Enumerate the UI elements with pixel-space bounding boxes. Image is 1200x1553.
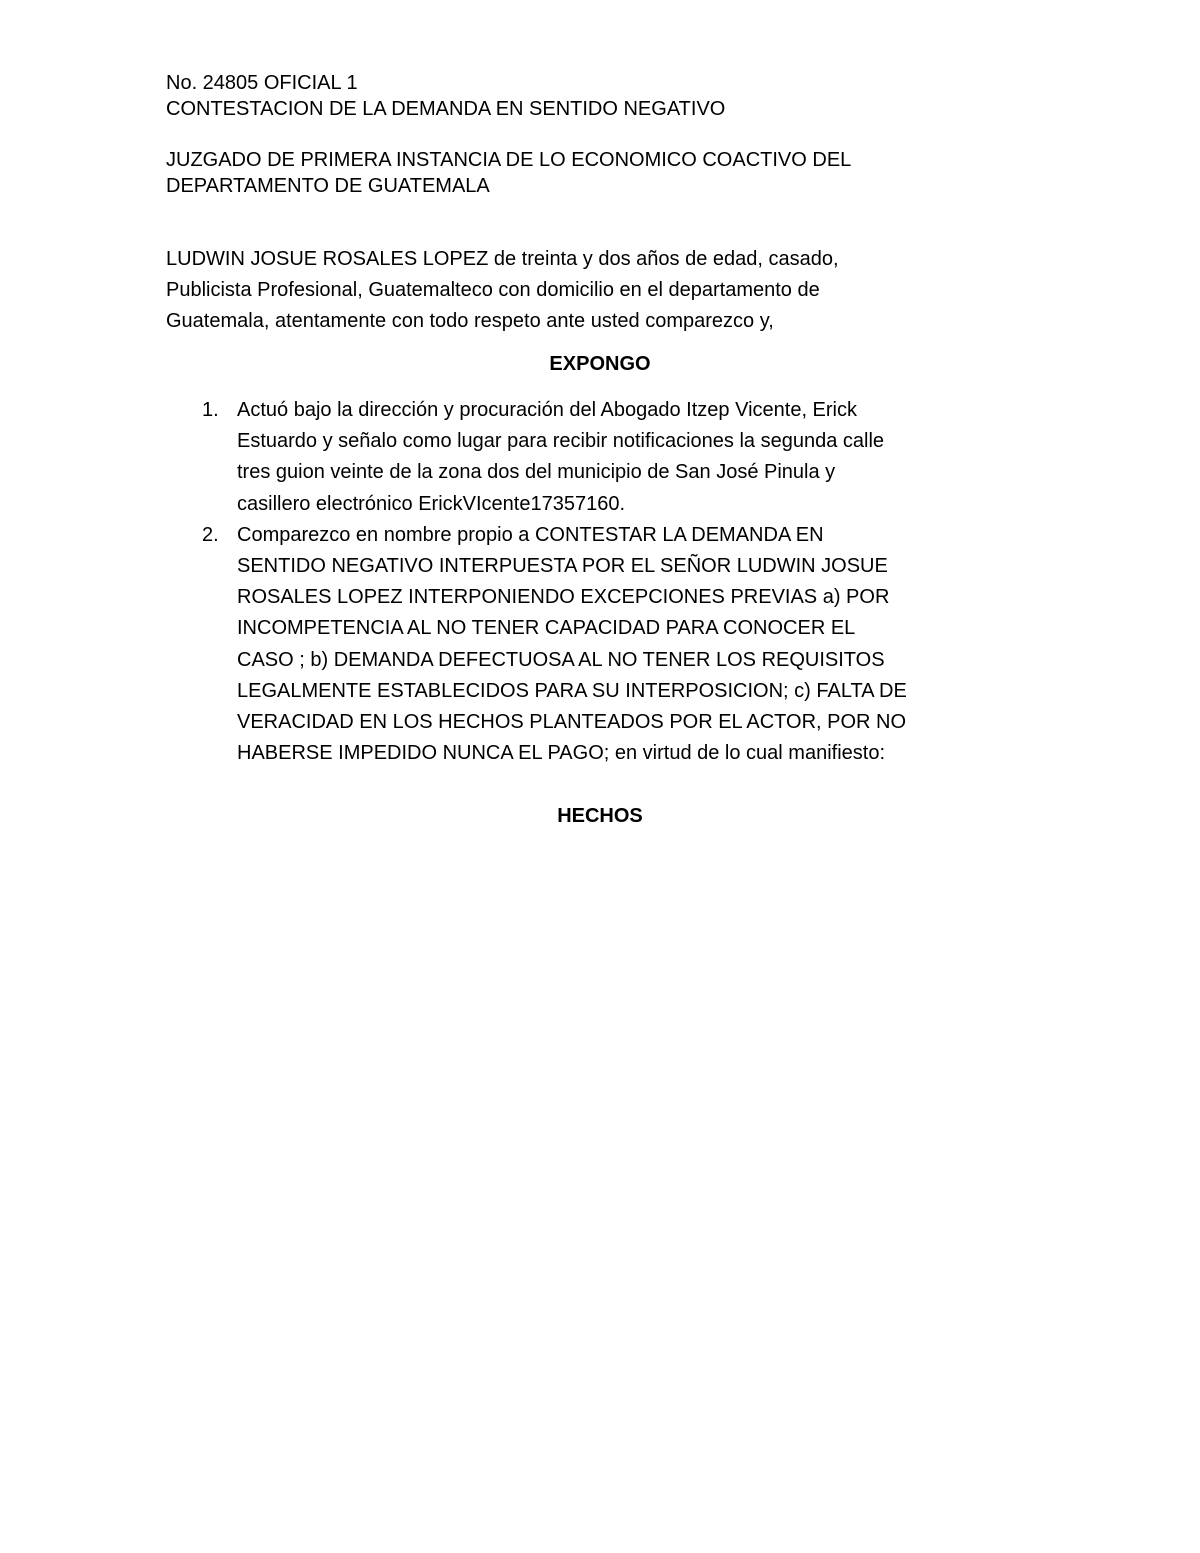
court-line: DEPARTAMENTO DE GUATEMALA bbox=[166, 175, 490, 197]
expongo-list bbox=[166, 395, 1036, 769]
court-addressee bbox=[166, 147, 1036, 199]
list-item-line: SENTIDO NEGATIVO INTERPUESTA POR EL SEÑOR LUDWIN JOSUE bbox=[237, 555, 888, 578]
document-body bbox=[166, 70, 1036, 829]
document-number: No. 24805 OFICIAL 1 bbox=[166, 72, 358, 94]
list-item-line: HABERSE IMPEDIDO NUNCA EL PAGO; en virtud de lo cual manifiesto: bbox=[237, 742, 886, 765]
section-heading-hechos: HECHOS bbox=[557, 805, 643, 828]
list-item-line: tres guion veinte de la zona dos del municipio de San José Pinula y bbox=[237, 461, 836, 484]
intro-line: LUDWIN JOSUE ROSALES LOPEZ de treinta y dos años de edad, casado, bbox=[166, 248, 839, 270]
list-item-line: LEGALMENTE ESTABLECIDOS PARA SU INTERPOSICION; c) FALTA DE bbox=[237, 679, 907, 702]
list-item-line: Estuardo y señalo como lugar para recibir notificaciones la segunda calle bbox=[237, 430, 885, 453]
list-item-line: Actuó bajo la dirección y procuración del Abogado Itzep Vicente, Erick bbox=[237, 399, 857, 421]
list-item-line: ROSALES LOPEZ INTERPONIENDO EXCEPCIONES PREVIAS a) POR bbox=[237, 586, 890, 609]
list-item bbox=[166, 395, 1036, 520]
section-heading-expongo: EXPONGO bbox=[549, 353, 651, 375]
list-item-number: 2. bbox=[202, 523, 219, 546]
list-item bbox=[166, 520, 1036, 770]
intro-line: Publicista Profesional, Guatemalteco con domicilio en el departamento de bbox=[166, 279, 820, 301]
intro-paragraph bbox=[166, 244, 1036, 337]
document-title: CONTESTACION DE LA DEMANDA EN SENTIDO NEGATIVO bbox=[166, 98, 726, 120]
list-item-line: casillero electrónico ErickVIcente17357160. bbox=[237, 492, 625, 515]
list-item-line: Comparezco en nombre propio a CONTESTAR LA DEMANDA EN bbox=[237, 523, 824, 546]
court-line: JUZGADO DE PRIMERA INSTANCIA DE LO ECONOMICO COACTIVO DEL bbox=[166, 149, 852, 171]
list-item-line: INCOMPETENCIA AL NO TENER CAPACIDAD PARA CONOCER EL bbox=[237, 617, 856, 640]
list-item-number: 1. bbox=[202, 399, 219, 421]
list-item-line: VERACIDAD EN LOS HECHOS PLANTEADOS POR EL ACTOR, POR NO bbox=[237, 711, 907, 734]
list-item-line: CASO ; b) DEMANDA DEFECTUOSA AL NO TENER LOS REQUISITOS bbox=[237, 648, 885, 671]
intro-line: Guatemala, atentamente con todo respeto ante usted comparezco y, bbox=[166, 310, 774, 332]
